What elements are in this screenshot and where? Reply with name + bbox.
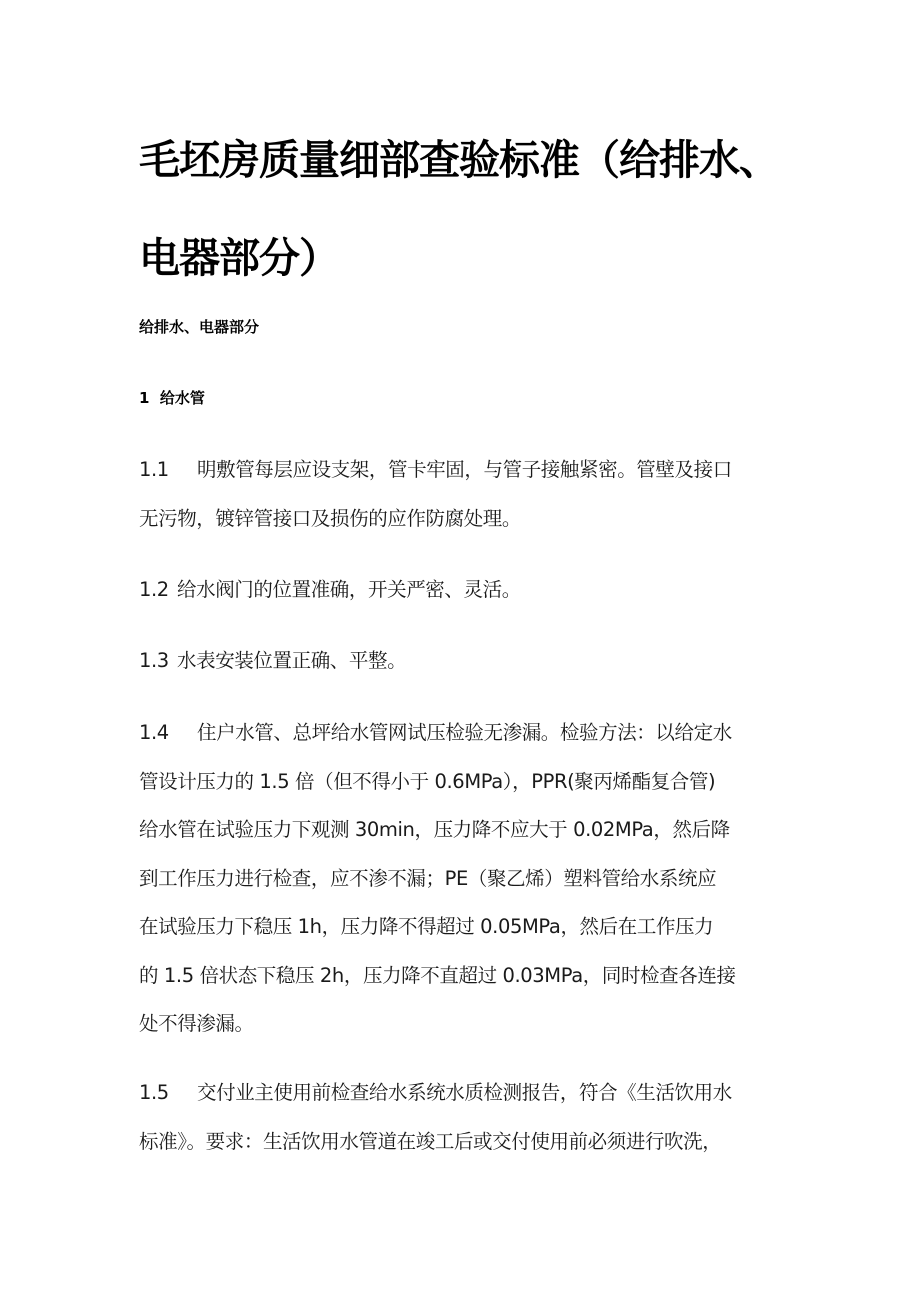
clause-number: 1.1 — [139, 458, 169, 481]
document-subtitle: 给排水、电器部分 — [139, 318, 260, 336]
clause-line: 无污物，镀锌管接口及损伤的应作防腐处理。 — [139, 506, 522, 530]
document-title-line-1: 毛坯房质量细部查验标准（给排水、 — [139, 136, 779, 184]
clause-number: 1.2 — [139, 578, 169, 601]
clause-text: 交付业主使用前检查给水系统水质检测报告，符合《生活饮用水 — [197, 1081, 732, 1104]
document-title-line-2: 电器部分） — [139, 234, 339, 282]
clause-line — [139, 637, 799, 686]
clause-line: 在试验压力下稳压 1h，压力降不得超过 0.05MPa，然后在工作压力 — [139, 915, 714, 938]
clause-line: 的 1.5 倍状态下稳压 2h，压力降不直超过 0.03MPa，同时检查各连接 — [139, 963, 736, 987]
clause-number: 1.5 — [139, 1081, 169, 1104]
clause-number: 1.3 — [139, 649, 169, 672]
clause-1-3 — [139, 637, 799, 686]
clause-line — [139, 709, 799, 758]
clause-line: 处不得渗漏。 — [139, 1012, 254, 1035]
clause-text: 住户水管、总坪给水管网试压检验无渗漏。检验方法：以给定水 — [197, 721, 732, 744]
clause-text: 明敷管每层应设支架，管卡牢固，与管子接触紧密。管壁及接口 — [197, 458, 732, 481]
clause-1-5 — [139, 1069, 799, 1166]
clause-line: 给水管在试验压力下观测 30min，压力降不应大于 0.02MPa，然后降 — [139, 818, 730, 841]
clause-1-1 — [139, 446, 799, 543]
section-heading: 1 给水管 — [139, 389, 205, 407]
clause-line: 到工作压力进行检查，应不渗不漏；PE（聚乙烯）塑料管给水系统应 — [139, 866, 717, 890]
clause-line — [139, 446, 799, 495]
clause-line — [139, 1069, 799, 1118]
clause-line — [139, 566, 799, 615]
clause-line: 标准》。要求：生活饮用水管道在竣工后或交付使用前必须进行吹洗， — [139, 1129, 722, 1153]
clause-1-4 — [139, 709, 799, 1049]
clause-text: 给水阀门的位置准确，开关严密、灵活。 — [177, 578, 521, 601]
clause-text: 水表安装位置正确、平整。 — [177, 649, 407, 672]
clause-1-2 — [139, 566, 799, 615]
clause-line: 管设计压力的 1.5 倍（但不得小于 0.6MPa），PPR(聚丙烯酯复合管) — [139, 769, 716, 793]
clause-number: 1.4 — [139, 721, 169, 744]
